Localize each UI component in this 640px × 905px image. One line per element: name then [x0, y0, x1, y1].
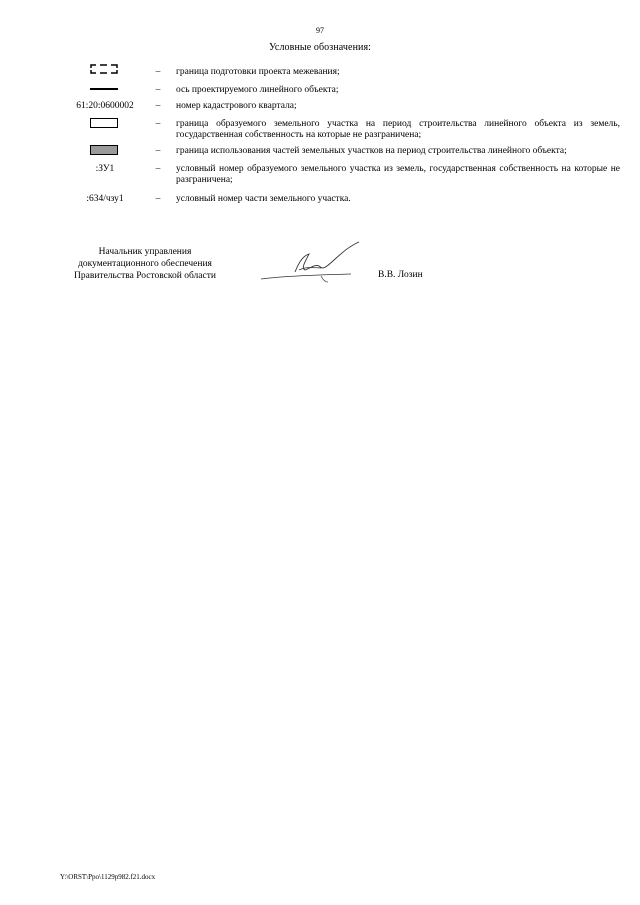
footer-file-path: Y:\ORST\Ppo\1129p982.f21.docx: [60, 873, 156, 881]
legend-description: условный номер части земельного участка.: [176, 194, 351, 204]
land-plot-number: :ЗУ1: [95, 164, 115, 174]
thick-line-icon: [90, 88, 118, 90]
cadastral-quarter-number: 61:20:0600002: [76, 101, 134, 111]
signer-position-line: Правительства Ростовской области: [74, 271, 216, 281]
legend-description: ось проектируемого линейного объекта;: [176, 85, 339, 95]
land-plot-part-number: :634/чзу1: [86, 194, 124, 204]
dashed-rectangle-icon: [90, 64, 118, 74]
legend-description: граница использования частей земельных участков на период строительства линейного объекта;: [176, 146, 567, 156]
legend-dash: –: [155, 164, 161, 174]
legend-dash: –: [155, 119, 161, 129]
handwritten-signature-icon: [255, 238, 365, 288]
signer-position: [60, 246, 230, 282]
legend-dash: –: [155, 101, 161, 111]
legend-dash: –: [155, 67, 161, 77]
outlined-rectangle-icon: [90, 118, 118, 128]
legend-description: номер кадастрового квартала;: [176, 101, 297, 111]
legend-description: граница подготовки проекта межевания;: [176, 67, 340, 77]
legend-dash: –: [155, 146, 161, 156]
legend-dash: –: [155, 85, 161, 95]
signer-position-line: Начальник управления: [98, 247, 192, 257]
signer-position-line: документационного обеспечения: [78, 259, 212, 269]
legend-dash: –: [155, 194, 161, 204]
legend-title: Условные обозначения:: [268, 42, 372, 53]
grey-filled-rectangle-icon: [90, 145, 118, 155]
legend-description: граница образуемого земельного участка на период строительства линейного объекта из земель, государственная собственность на которые не разграничена;: [176, 119, 620, 140]
page-number: 97: [316, 26, 324, 35]
signer-name: В.В. Лозин: [378, 270, 423, 280]
legend-description: условный номер образуемого земельного участка из земель, государственная собственность на которые не разграничена;: [176, 164, 620, 185]
